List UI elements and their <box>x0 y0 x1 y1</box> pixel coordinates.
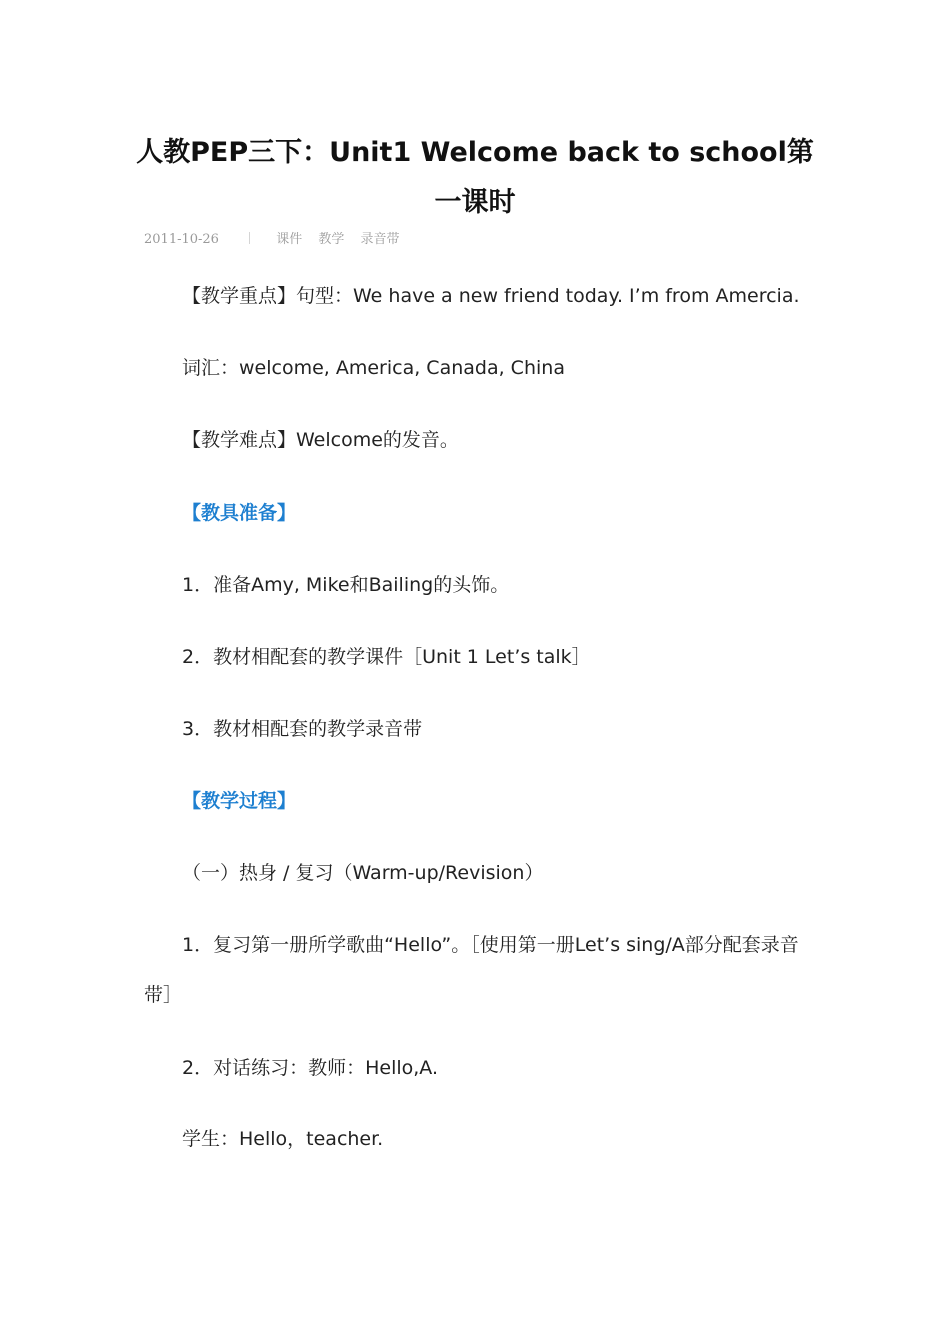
section-heading-process: 【教学过程】 <box>182 790 297 812</box>
tag-teaching[interactable]: 教学 <box>318 232 345 247</box>
section-heading-materials: 【教具准备】 <box>182 502 297 524</box>
paragraph-teaching-focus: 【教学重点】句型：We have a new friend today. I’m from Amercia. <box>182 285 800 307</box>
paragraph-material-2: 2．教材相配套的教学课件［Unit 1 Let’s talk］ <box>182 646 591 668</box>
paragraph-dialogue-student: 学生：Hello，teacher. <box>182 1128 384 1150</box>
article-title: 人教PEP三下：Unit1 Welcome back to school第一课时 <box>136 137 814 218</box>
meta-divider <box>249 232 250 244</box>
paragraph-vocabulary: 词汇：welcome, America, Canada, China <box>182 357 565 379</box>
paragraph-review-song: 1．复习第一册所学歌曲“Hello”。［使用第一册Let’s sing/A部分配套录音带］ <box>144 934 799 1006</box>
tag-audio-tape[interactable]: 录音带 <box>360 232 400 247</box>
tag-courseware[interactable]: 课件 <box>276 232 303 247</box>
paragraph-material-1: 1．准备Amy, Mike和Bailing的头饰。 <box>182 574 510 596</box>
paragraph-warmup: （一）热身 / 复习（Warm-up/Revision） <box>182 862 544 884</box>
paragraph-material-3: 3．教材相配套的教学录音带 <box>182 718 423 740</box>
publish-date: 2011-10-26 <box>144 232 219 247</box>
article-meta <box>144 228 412 247</box>
paragraph-teaching-difficulty: 【教学难点】Welcome的发音。 <box>182 429 459 451</box>
paragraph-dialogue-teacher: 2．对话练习：教师：Hello,A. <box>182 1057 438 1079</box>
